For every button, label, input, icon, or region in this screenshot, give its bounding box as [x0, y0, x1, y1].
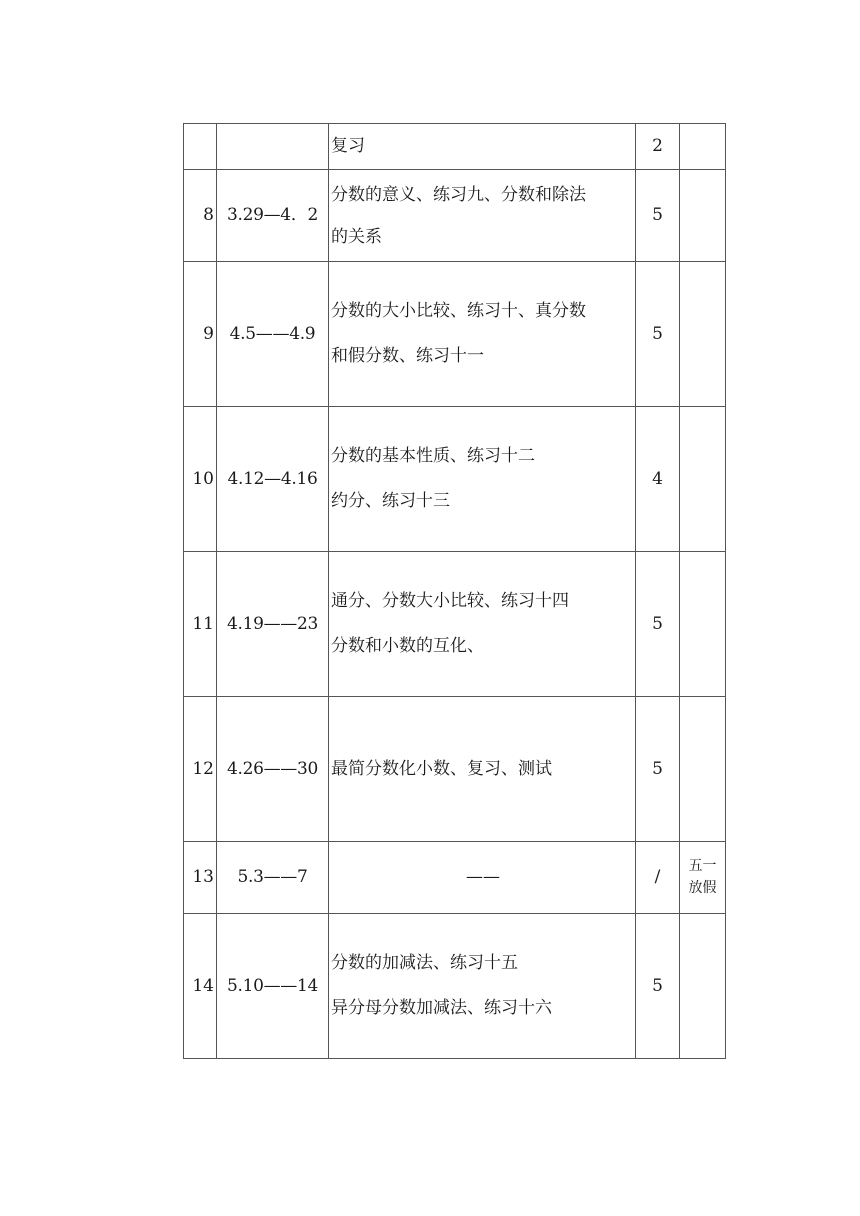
hours-cell: 5 [636, 262, 680, 407]
date-cell: 4.19——23 [217, 552, 329, 697]
date-cell: 4.12—4.16 [217, 407, 329, 552]
hours-cell: 5 [636, 552, 680, 697]
content-line: 异分母分数加减法、练习十六 [331, 998, 552, 1018]
hours-cell: 4 [636, 407, 680, 552]
table-row [184, 697, 726, 842]
hours-cell: 5 [636, 914, 680, 1059]
content-line: 分数和小数的互化、 [331, 636, 484, 656]
hours-cell: 2 [636, 124, 680, 170]
content-cell [329, 262, 636, 407]
table-row [184, 262, 726, 407]
note-cell [680, 124, 726, 170]
content-line: 和假分数、练习十一 [331, 346, 484, 366]
schedule-table [183, 123, 726, 1059]
hours-cell: 5 [636, 697, 680, 842]
date-cell: 5.10——14 [217, 914, 329, 1059]
note-cell [680, 262, 726, 407]
content-cell [329, 124, 636, 170]
table-row [184, 914, 726, 1059]
table-row [184, 170, 726, 262]
content-cell [329, 170, 636, 262]
week-cell: 14 [184, 914, 217, 1059]
content-line: 最简分数化小数、复习、测试 [331, 758, 552, 779]
content-line: 复习 [331, 136, 365, 156]
content-cell [329, 842, 636, 914]
table-row [184, 124, 726, 170]
date-cell: 4.5——4.9 [217, 262, 329, 407]
content-line: 分数的意义、练习九、分数和除法 [331, 184, 586, 205]
table-row [184, 842, 726, 914]
hours-cell: / [636, 842, 680, 914]
week-cell: 11 [184, 552, 217, 697]
date-cell [217, 124, 329, 170]
note-cell [680, 842, 726, 914]
week-cell: 10 [184, 407, 217, 552]
week-cell [184, 124, 217, 170]
week-cell: 12 [184, 697, 217, 842]
note-line: 放假 [688, 879, 717, 896]
note-cell [680, 914, 726, 1059]
date-cell: 4.26——30 [217, 697, 329, 842]
date-cell: 5.3——7 [217, 842, 329, 914]
content-line: 通分、分数大小比较、练习十四 [331, 591, 569, 611]
note-cell [680, 552, 726, 697]
content-line: 分数的加减法、练习十五 [331, 953, 518, 973]
content-line: 分数的大小比较、练习十、真分数 [331, 301, 586, 321]
content-cell [329, 552, 636, 697]
content-line: 约分、练习十三 [331, 491, 450, 511]
week-cell: 8 [184, 170, 217, 262]
content-line: 分数的基本性质、练习十二 [331, 446, 535, 466]
content-cell [329, 914, 636, 1059]
note-cell [680, 697, 726, 842]
table-row [184, 407, 726, 552]
table-row [184, 552, 726, 697]
week-cell: 9 [184, 262, 217, 407]
note-cell [680, 170, 726, 262]
date-cell: 3.29—4．2 [217, 170, 329, 262]
content-cell [329, 407, 636, 552]
note-cell [680, 407, 726, 552]
note-line: 五一 [688, 857, 717, 874]
content-line: 的关系 [331, 226, 382, 247]
content-cell [329, 697, 636, 842]
content-line: —— [466, 867, 500, 887]
week-cell: 13 [184, 842, 217, 914]
hours-cell: 5 [636, 170, 680, 262]
